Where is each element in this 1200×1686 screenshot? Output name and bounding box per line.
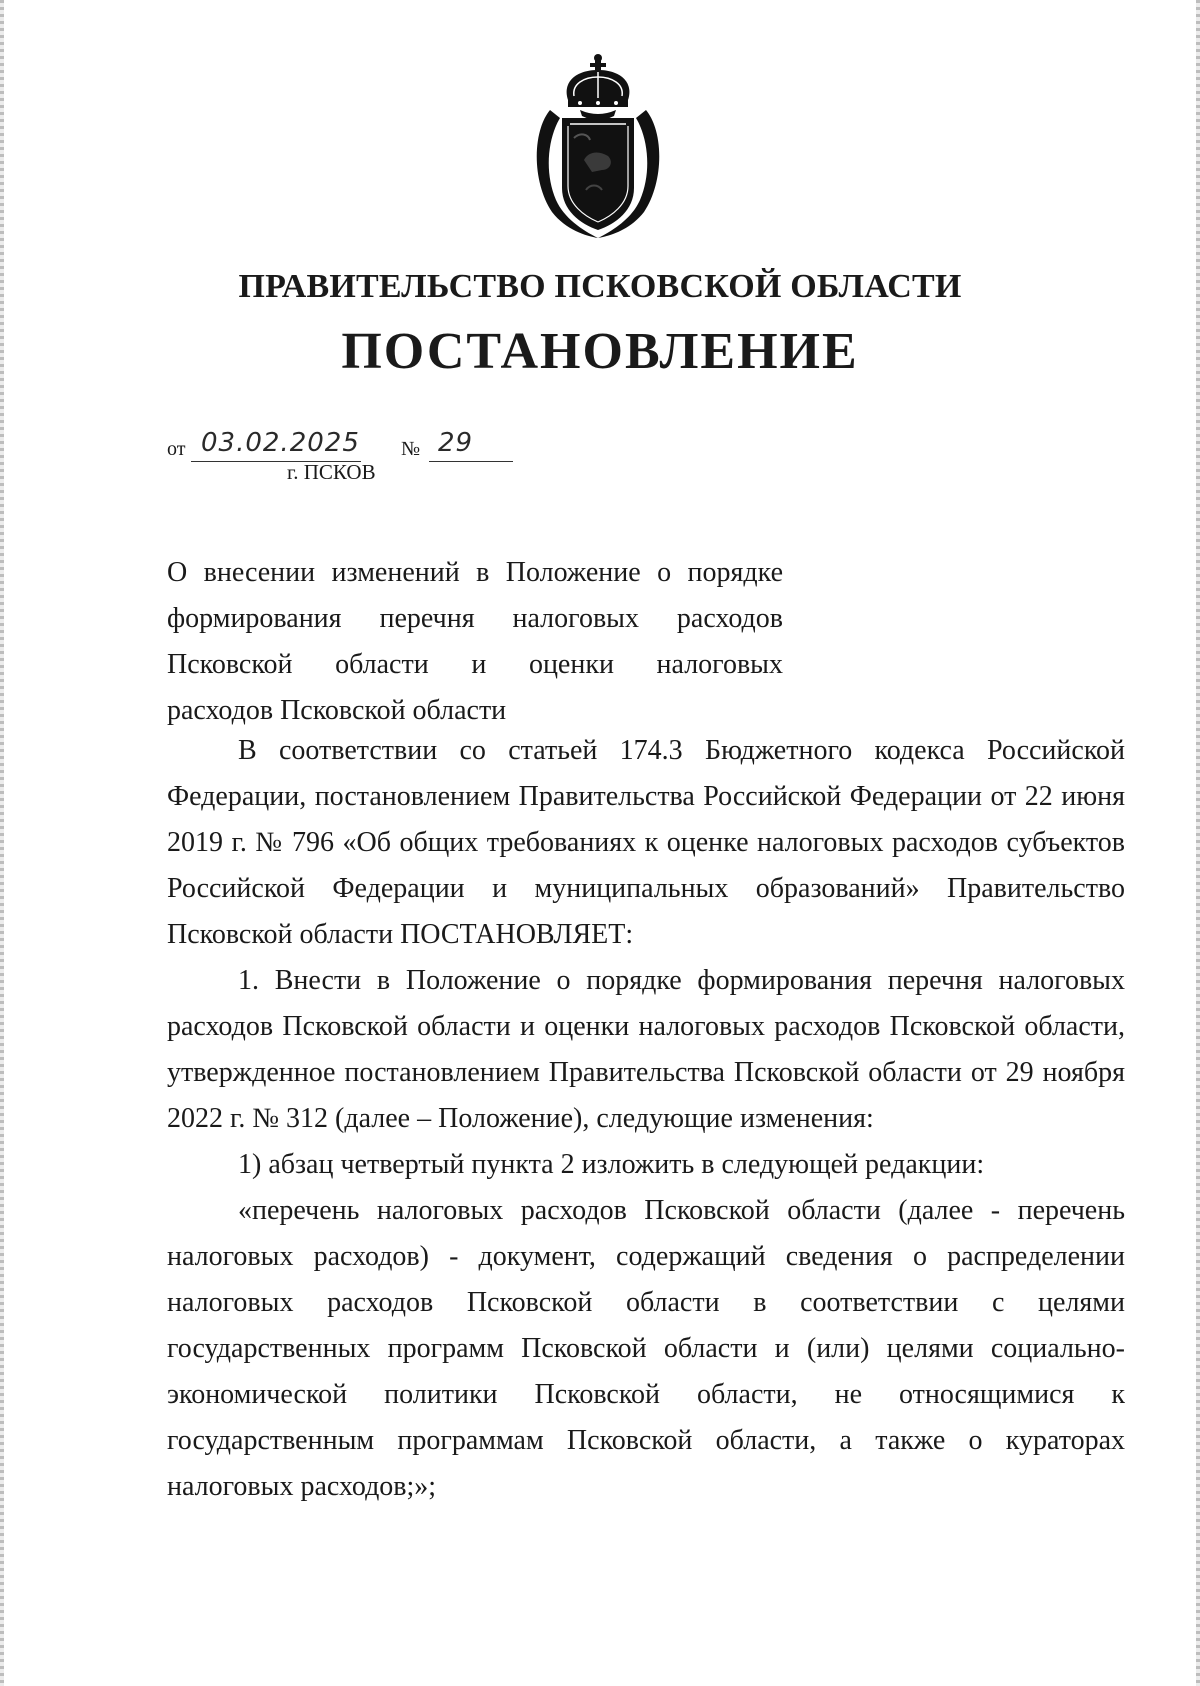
subject-line: формирования перечня налоговых расходов	[167, 603, 783, 634]
document-body	[167, 728, 1125, 1510]
date-label: от	[167, 438, 186, 460]
subject-line: Псковской области и оценки налоговых	[167, 649, 783, 680]
number-label: №	[401, 438, 421, 460]
organization-title: ПРАВИТЕЛЬСТВО ПСКОВСКОЙ ОБЛАСТИ	[238, 268, 962, 305]
body-paragraph-quote: «перечень налоговых расходов Псковской области (далее - перечень налоговых расходов) - документ, содержащий сведения о распределении налоговых расходов Псковской области в соответствии с целями государственных программ Псковской области и (или) целями социально-экономической политики Псковской области, не относящимися к государственным программам Псковской области, а также о кураторах налоговых расходов;»;	[167, 1195, 1125, 1502]
city-label: г. ПСКОВ	[287, 460, 376, 484]
body-paragraph-subitem-1: 1) абзац четвертый пункта 2 изложить в следующей редакции:	[238, 1149, 985, 1180]
subject-line: О внесении изменений в Положение о порядке	[167, 557, 783, 588]
number-value: 29	[438, 428, 474, 458]
document-type-title: ПОСТАНОВЛЕНИЕ	[341, 323, 859, 380]
body-paragraph-item-1: 1. Внести в Положение о порядке формирования перечня налоговых расходов Псковской области и оценки налоговых расходов Псковской области, утвержденное постановлением Правительства Псковской области от 29 ноября 2022 г. № 312 (далее – Положение), следующие изменения:	[167, 965, 1125, 1134]
document-subject	[167, 550, 783, 734]
date-number-line	[167, 424, 567, 464]
body-paragraph-preamble: В соответствии со статьей 174.3 Бюджетного кодекса Российской Федерации, постановлением Правительства Российской Федерации от 22 июня 2019 г. № 796 «Об общих требованиях к оценке налоговых расходов субъектов Российской Федерации и муниципальных образований» Правительство Псковской области ПОСТАНОВЛЯЕТ:	[167, 735, 1125, 950]
scan-edge-right	[1196, 0, 1200, 1686]
number-underline	[429, 461, 513, 462]
date-value: 03.02.2025	[201, 428, 360, 458]
scan-edge-left	[0, 0, 4, 1686]
subject-line: расходов Псковской области	[167, 695, 507, 726]
coat-of-arms-emblem	[528, 52, 668, 240]
